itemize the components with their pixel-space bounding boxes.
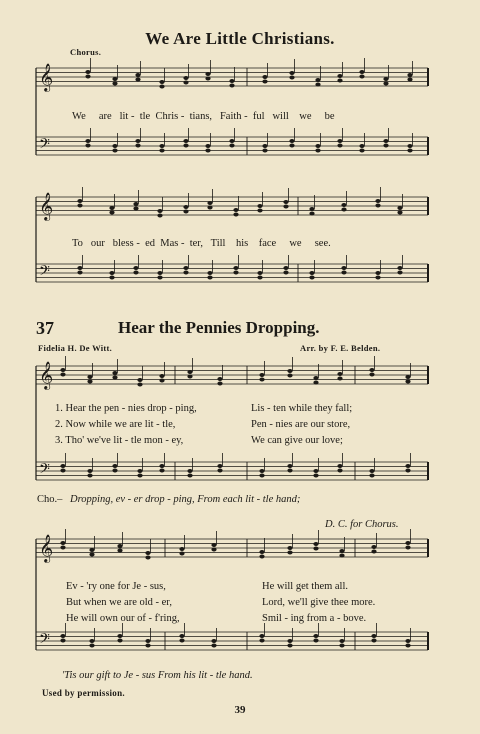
note-head: [341, 208, 346, 212]
note-head: [89, 639, 94, 643]
note-head: [145, 639, 150, 643]
note-head: [369, 368, 374, 372]
verse-3-a2: We can give our love;: [251, 435, 343, 446]
note-head: [157, 209, 162, 213]
note-head: [137, 383, 142, 387]
note-head: [109, 271, 114, 275]
note-head: [145, 556, 150, 560]
note-head: [259, 639, 264, 643]
note-head: [159, 85, 164, 89]
note-head: [145, 551, 150, 555]
verse-2-a: 2. Now while we are lit - tle,: [55, 419, 176, 430]
note-head: [89, 553, 94, 557]
note-head: [112, 371, 117, 375]
note-head: [287, 469, 292, 473]
note-head: [87, 380, 92, 384]
note-head: [112, 144, 117, 148]
note-head: [109, 276, 114, 280]
note-head: [159, 464, 164, 468]
note-head: [183, 81, 188, 85]
note-head: [339, 644, 344, 648]
bass-clef: 𝄢: [39, 631, 50, 651]
verse-3-b: He will own our of - f'ring,: [66, 613, 180, 624]
note-head: [259, 474, 264, 478]
note-head: [85, 139, 90, 143]
note-head: [283, 200, 288, 204]
note-head: [159, 144, 164, 148]
note-head: [117, 639, 122, 643]
note-head: [289, 139, 294, 143]
note-head: [133, 202, 138, 206]
note-head: [187, 375, 192, 379]
chorus-line-a: Dropping, ev - er drop - ping, From each lit - tle hand;: [70, 494, 301, 505]
note-head: [211, 548, 216, 552]
note-head: [313, 381, 318, 385]
verse-1-b2: He will get them all.: [262, 581, 349, 592]
note-head: [60, 541, 65, 545]
note-head: [112, 464, 117, 468]
note-head: [257, 271, 262, 275]
note-head: [157, 214, 162, 218]
note-head: [233, 266, 238, 270]
note-head: [337, 144, 342, 148]
note-head: [112, 376, 117, 380]
note-head: [259, 469, 264, 473]
note-head: [60, 373, 65, 377]
note-head: [405, 464, 410, 468]
note-head: [405, 541, 410, 545]
note-head: [87, 469, 92, 473]
note-head: [137, 469, 142, 473]
note-head: [217, 377, 222, 381]
note-head: [85, 144, 90, 148]
hymn-number: 37: [36, 318, 54, 338]
note-head: [133, 207, 138, 211]
note-head: [383, 77, 388, 81]
verse-2-a2: Pen - nies are our store,: [251, 419, 351, 430]
note-head: [315, 149, 320, 153]
note-head: [309, 212, 314, 216]
note-head: [159, 374, 164, 378]
note-head: [407, 73, 412, 77]
note-head: [375, 204, 380, 208]
note-head: [369, 474, 374, 478]
note-head: [405, 375, 410, 379]
note-head: [359, 144, 364, 148]
note-head: [262, 80, 267, 84]
note-head: [183, 266, 188, 270]
note-head: [137, 474, 142, 478]
note-head: [375, 199, 380, 203]
note-head: [313, 634, 318, 638]
note-head: [309, 207, 314, 211]
note-head: [117, 544, 122, 548]
treble-clef: 𝄞: [39, 63, 54, 91]
note-head: [341, 271, 346, 275]
bass-clef: 𝄢: [39, 263, 50, 283]
note-head: [77, 199, 82, 203]
note-head: [341, 266, 346, 270]
note-head: [257, 209, 262, 213]
note-head: [257, 204, 262, 208]
note-head: [233, 271, 238, 275]
note-head: [135, 139, 140, 143]
note-head: [187, 474, 192, 478]
note-head: [405, 639, 410, 643]
note-head: [371, 634, 376, 638]
note-head: [229, 144, 234, 148]
note-head: [287, 644, 292, 648]
arranger-credit: Arr. by F. E. Belden.: [300, 343, 381, 353]
hymn-title-little-christians: We Are Little Christians.: [145, 29, 335, 48]
note-head: [369, 469, 374, 473]
note-head: [112, 149, 117, 153]
note-head: [179, 634, 184, 638]
bass-clef: 𝄢: [39, 136, 50, 156]
note-head: [157, 271, 162, 275]
note-head: [287, 546, 292, 550]
note-head: [289, 76, 294, 80]
treble-clef: 𝄞: [39, 192, 54, 220]
lyrics-line-1: We are lit - tle Chris - tians, Faith - ful will we be: [72, 111, 335, 122]
note-head: [259, 550, 264, 554]
note-head: [183, 144, 188, 148]
note-head: [109, 206, 114, 210]
note-head: [359, 75, 364, 79]
note-head: [159, 469, 164, 473]
note-head: [259, 378, 264, 382]
note-head: [341, 203, 346, 207]
chorus-label: Chorus.: [70, 47, 102, 57]
note-head: [337, 377, 342, 381]
note-head: [60, 634, 65, 638]
note-head: [375, 271, 380, 275]
note-head: [77, 266, 82, 270]
note-head: [135, 73, 140, 77]
note-head: [157, 276, 162, 280]
note-head: [337, 74, 342, 78]
note-head: [407, 78, 412, 82]
note-head: [109, 211, 114, 215]
verse-1-a: 1. Hear the pen - nies drop - ping,: [55, 403, 197, 414]
note-head: [233, 208, 238, 212]
note-head: [262, 144, 267, 148]
note-head: [211, 639, 216, 643]
note-head: [135, 78, 140, 82]
verse-3-b2: Smil - ing from a - bove.: [262, 613, 367, 624]
note-head: [315, 78, 320, 82]
note-head: [229, 139, 234, 143]
note-head: [117, 549, 122, 553]
note-head: [383, 139, 388, 143]
note-head: [133, 266, 138, 270]
note-head: [60, 639, 65, 643]
note-head: [359, 70, 364, 74]
note-head: [371, 545, 376, 549]
note-head: [339, 549, 344, 553]
note-head: [183, 210, 188, 214]
note-head: [313, 639, 318, 643]
note-head: [112, 469, 117, 473]
note-head: [205, 77, 210, 81]
note-head: [229, 79, 234, 83]
bass-clef: 𝄢: [39, 461, 50, 481]
note-head: [87, 375, 92, 379]
note-head: [207, 271, 212, 275]
note-head: [339, 554, 344, 558]
note-head: [313, 376, 318, 380]
note-head: [207, 276, 212, 280]
note-head: [407, 149, 412, 153]
page-number: 39: [234, 704, 246, 716]
note-head: [145, 644, 150, 648]
note-head: [309, 271, 314, 275]
note-head: [309, 276, 314, 280]
note-head: [85, 70, 90, 74]
permission-note: Used by permission.: [42, 688, 125, 698]
note-head: [112, 82, 117, 86]
note-head: [287, 551, 292, 555]
note-head: [207, 201, 212, 205]
note-head: [133, 271, 138, 275]
note-head: [60, 469, 65, 473]
note-head: [313, 474, 318, 478]
note-head: [397, 266, 402, 270]
chorus-label-cho: Cho.–: [37, 494, 63, 505]
note-head: [262, 149, 267, 153]
note-head: [183, 139, 188, 143]
note-head: [187, 370, 192, 374]
note-head: [397, 206, 402, 210]
note-head: [183, 271, 188, 275]
note-head: [229, 84, 234, 88]
note-head: [283, 205, 288, 209]
note-head: [259, 634, 264, 638]
note-head: [179, 547, 184, 551]
verse-3-a: 3. Tho' we've lit - tle mon - ey,: [55, 435, 184, 446]
note-head: [405, 380, 410, 384]
note-head: [77, 271, 82, 275]
note-head: [183, 205, 188, 209]
note-head: [217, 464, 222, 468]
note-head: [217, 469, 222, 473]
note-head: [375, 276, 380, 280]
note-head: [60, 546, 65, 550]
note-head: [337, 372, 342, 376]
note-head: [205, 72, 210, 76]
note-head: [117, 634, 122, 638]
note-head: [405, 546, 410, 550]
note-head: [337, 469, 342, 473]
verse-2-b2: Lord, we'll give thee more.: [262, 597, 376, 608]
note-head: [89, 644, 94, 648]
note-head: [313, 542, 318, 546]
note-head: [60, 368, 65, 372]
note-head: [405, 644, 410, 648]
note-head: [383, 82, 388, 86]
note-head: [183, 76, 188, 80]
note-head: [407, 144, 412, 148]
note-head: [397, 211, 402, 215]
note-head: [259, 555, 264, 559]
note-head: [287, 639, 292, 643]
note-head: [60, 464, 65, 468]
note-head: [287, 369, 292, 373]
note-head: [397, 271, 402, 275]
note-head: [159, 80, 164, 84]
lyrics-line-2: To our bless - ed Mas - ter, Till his face we see.: [72, 238, 331, 249]
chorus-line-b: 'Tis our gift to Je - sus From his lit - tle hand.: [62, 670, 253, 681]
note-head: [289, 144, 294, 148]
note-head: [89, 548, 94, 552]
note-head: [313, 469, 318, 473]
note-head: [371, 550, 376, 554]
note-head: [313, 547, 318, 551]
note-head: [207, 206, 212, 210]
note-head: [135, 144, 140, 148]
note-head: [211, 543, 216, 547]
note-head: [217, 382, 222, 386]
note-head: [137, 378, 142, 382]
note-head: [383, 144, 388, 148]
verse-1-b: Ev - 'ry one for Je - sus,: [66, 581, 166, 592]
note-head: [159, 379, 164, 383]
verse-2-b: But when we are old - er,: [66, 597, 172, 608]
treble-clef: 𝄞: [39, 361, 54, 389]
note-head: [337, 79, 342, 83]
note-head: [233, 213, 238, 217]
note-head: [87, 474, 92, 478]
note-head: [85, 75, 90, 79]
note-head: [262, 75, 267, 79]
note-head: [211, 644, 216, 648]
note-head: [289, 71, 294, 75]
note-head: [315, 144, 320, 148]
note-head: [339, 639, 344, 643]
note-head: [337, 139, 342, 143]
note-head: [257, 276, 262, 280]
note-head: [371, 639, 376, 643]
note-head: [187, 469, 192, 473]
note-head: [259, 373, 264, 377]
note-head: [405, 469, 410, 473]
note-head: [315, 83, 320, 87]
verse-1-a2: Lis - ten while they fall;: [251, 403, 353, 414]
note-head: [179, 552, 184, 556]
note-head: [205, 144, 210, 148]
hymn-title-pennies: Hear the Pennies Dropping.: [118, 318, 320, 337]
note-head: [287, 464, 292, 468]
note-head: [77, 204, 82, 208]
note-head: [283, 266, 288, 270]
treble-clef: 𝄞: [39, 534, 54, 562]
note-head: [287, 374, 292, 378]
note-head: [112, 77, 117, 81]
note-head: [179, 639, 184, 643]
note-head: [369, 373, 374, 377]
note-head: [159, 149, 164, 153]
note-head: [337, 464, 342, 468]
note-head: [283, 271, 288, 275]
author-credit: Fidelia H. De Witt.: [38, 343, 113, 353]
note-head: [359, 149, 364, 153]
dc-for-chorus: D. C. for Chorus.: [325, 519, 399, 530]
note-head: [205, 149, 210, 153]
